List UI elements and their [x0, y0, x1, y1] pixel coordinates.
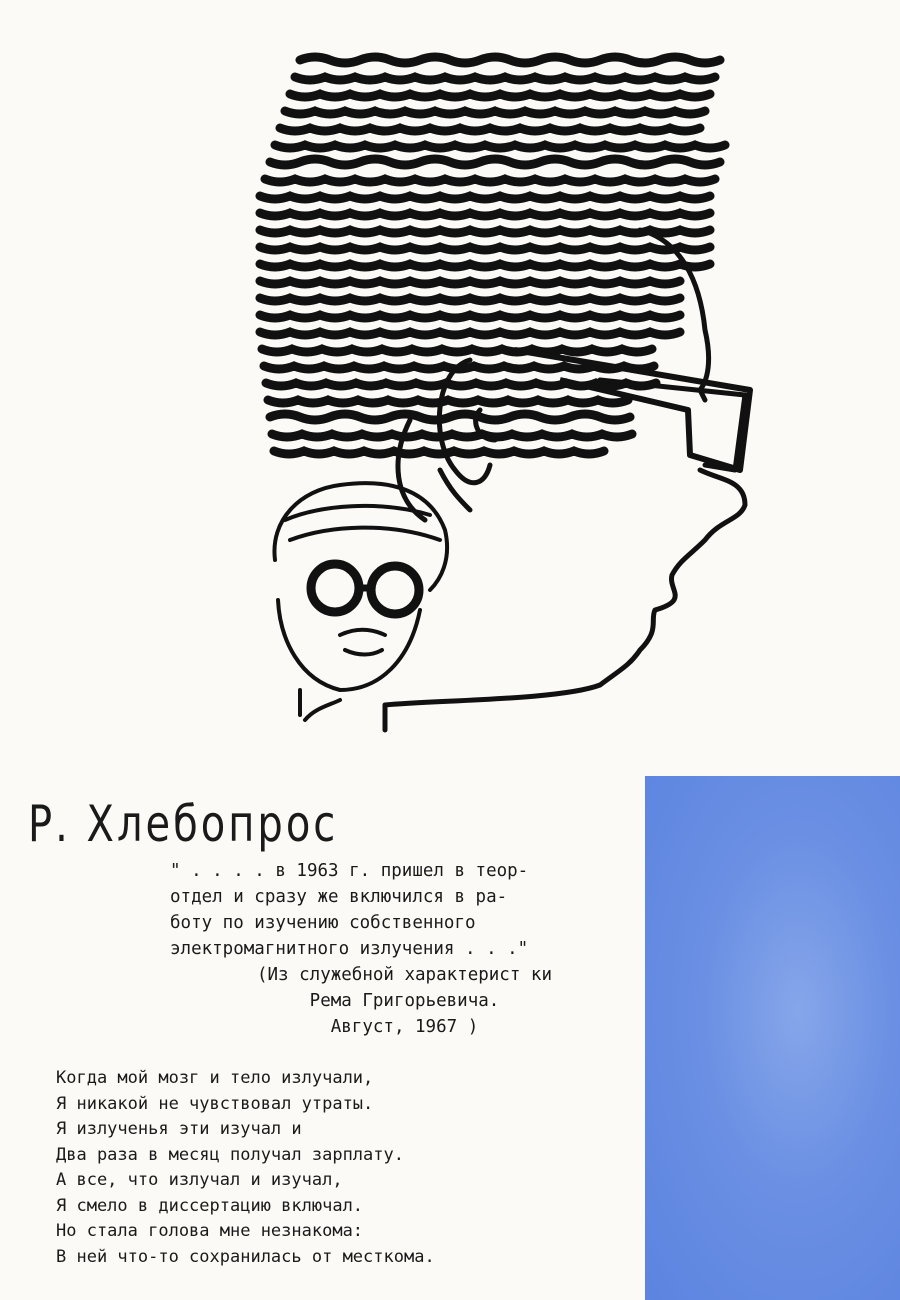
hair-stroke	[265, 179, 715, 182]
hair-stroke	[275, 145, 725, 148]
hair-stroke	[300, 57, 720, 63]
poem-line: Два раза в месяц получал зарплату.	[56, 1144, 404, 1165]
author-name: Р. Хлебопрос	[28, 796, 339, 854]
hair-stroke	[260, 264, 710, 267]
epigraph-quote	[170, 858, 610, 962]
hair-stroke	[262, 349, 652, 352]
hair-stroke	[295, 77, 715, 80]
blue-paper-panel	[645, 776, 900, 1300]
quote-line: отдел и сразу же включился в ра-	[170, 887, 508, 907]
hair-stroke	[260, 281, 680, 284]
quote-line: боту по изучению собственного	[170, 913, 476, 933]
poem-line: Я излученья эти изучал и	[56, 1119, 302, 1139]
poem-line: Я никакой не чувствовал утраты.	[56, 1093, 374, 1114]
hair-stroke	[272, 434, 632, 437]
hair-stroke	[268, 400, 628, 403]
hair-stroke	[280, 128, 700, 131]
poem-line: А все, что излучал и изучал,	[56, 1170, 343, 1190]
hair-waves	[260, 57, 725, 454]
quote-line: " . . . . в 1963 г. пришел в теор-	[170, 861, 529, 881]
quote-attribution	[222, 962, 587, 1040]
attribution-line: Август, 1967 )	[330, 1017, 479, 1037]
poem	[56, 1066, 435, 1270]
hair-stroke	[285, 111, 705, 114]
hair-stroke	[274, 451, 604, 454]
poem-line: В ней что-то сохранилась от месткома.	[56, 1246, 435, 1267]
poem-line: Я смело в диссертацию включал.	[56, 1195, 364, 1216]
profile-outline	[385, 230, 745, 730]
hair-stroke	[260, 213, 710, 216]
hair-stroke	[260, 315, 680, 318]
poem-line: Но стала голова мне незнакома:	[56, 1221, 364, 1241]
hair-stroke	[260, 298, 680, 301]
hair-stroke	[266, 383, 656, 386]
hair-stroke	[270, 414, 630, 420]
quote-line: электромагнитного излучения . . ."	[170, 939, 529, 959]
poem-line: Когда мой мозг и тело излучали,	[56, 1068, 374, 1088]
hair-stroke	[270, 159, 720, 165]
hair-stroke	[290, 94, 710, 97]
attribution-line: (Из служебной характерист ки	[256, 965, 552, 985]
attribution-line: Рема Григорьевича.	[309, 991, 500, 1011]
hair-stroke	[260, 196, 710, 199]
hair-stroke	[260, 247, 710, 250]
hair-stroke	[260, 332, 680, 335]
